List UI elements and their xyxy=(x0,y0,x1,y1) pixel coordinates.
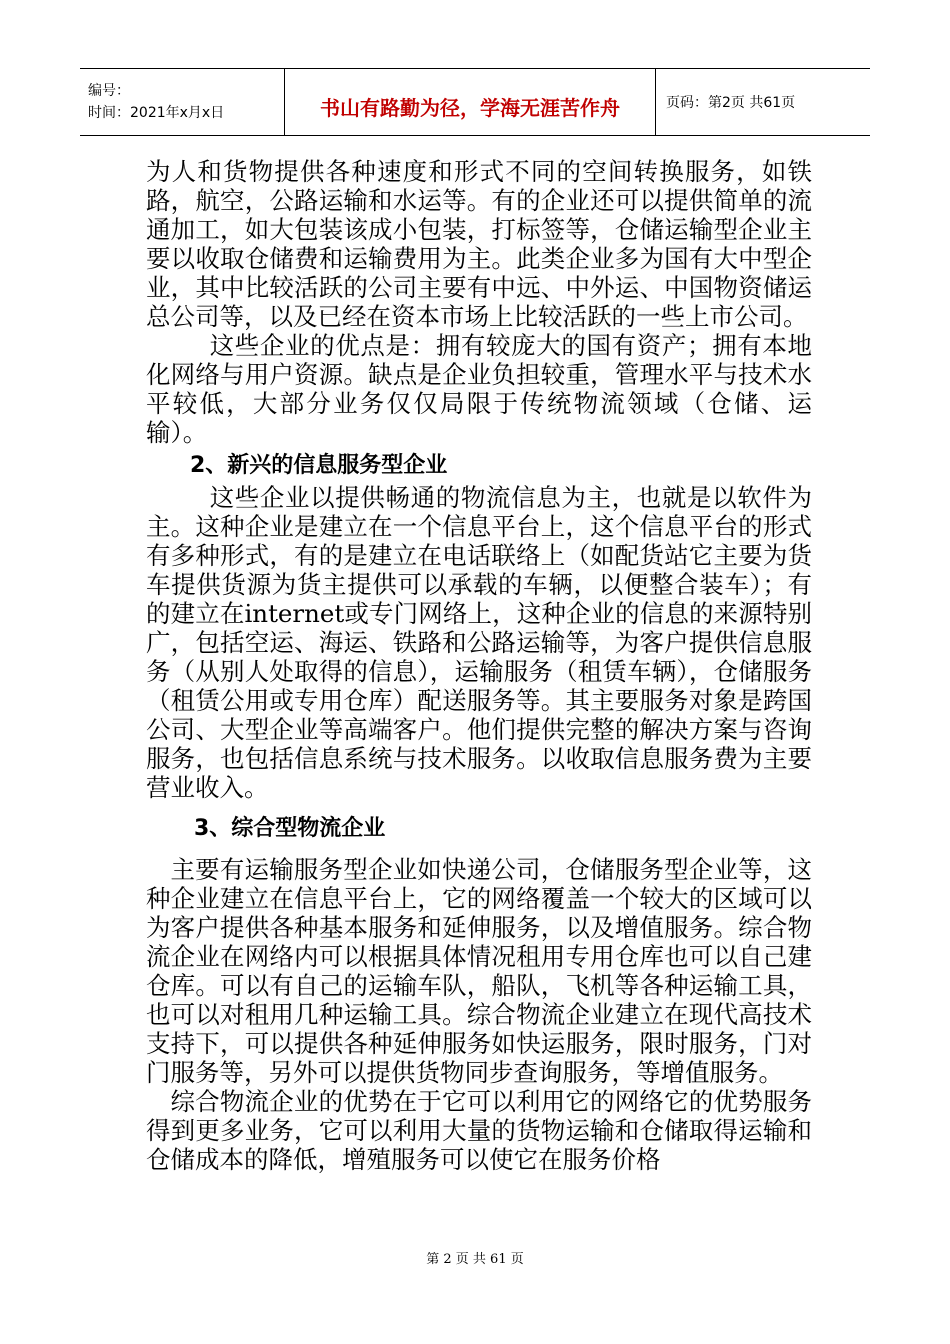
paragraph-4: 主要有运输服务型企业如快递公司，仓储服务型企业等，这种企业建立在信息平台上，它的网络覆盖一个较大的区域可以为客户提供各种基本服务和延伸服务，以及增值服务。综合物流企业在网络内可以根据具体情况租用专用仓库也可以自己建仓库。可以有自己的运输车队，船队，飞机等各种运输工具，也可以对租用几种运输工具。综合物流企业建立在现代高技术支持下，可以提供各种延伸服务如快运服务，限时服务，门对门服务等，另外可以提供货物同步查询服务，等增值服务。 xyxy=(146,855,812,1087)
paragraph-3: 这些企业以提供畅通的物流信息为主，也就是以软件为主。这种企业是建立在一个信息平台上，这个信息平台的形式有多种形式，有的是建立在电话联络上（如配货站它主要为货车提供货源为货主提供可以承载的车辆，以便整合装车）；有的建立在internet或专门网络上，这种企业的信息的来源特别广，包括空运、海运、铁路和公路运输等，为客户提供信息服务（从别人处取得的信息），运输服务（租赁车辆），仓储服务（租赁公用或专用仓库）配送服务等。其主要服务对象是跨国公司、大型企业等高端客户。他们提供完整的解决方案与咨询服务，也包括信息系统与技术服务。以收取信息服务费为主要营业收入。 xyxy=(146,483,812,802)
document-body xyxy=(146,157,812,1174)
paragraph-5: 综合物流企业的优势在于它可以利用它的网络它的优势服务得到更多业务，它可以利用大量的货物运输和仓储取得运输和仓储成本的降低，增殖服务可以使它在服务价格 xyxy=(146,1087,812,1174)
motto: 书山有路勤为径，学海无涯苦作舟 xyxy=(320,95,620,120)
section-heading-3: 3、综合型物流企业 xyxy=(194,816,386,841)
time-label: 时间：2021年x月x日 xyxy=(88,105,225,121)
section-heading-2: 2、新兴的信息服务型企业 xyxy=(190,453,448,478)
paragraph-1: 为人和货物提供各种速度和形式不同的空间转换服务，如铁路，航空，公路运输和水运等。有的企业还可以提供简单的流通加工，如大包装该成小包装，打标签等，仓储运输型企业主要以收取仓储费和运输费用为主。此类企业多为国有大中型企业，其中比较活跃的公司主要有中远、中外运、中国物资储运总公司等，以及已经在资本市场上比较活跃的一些上市公司。 xyxy=(146,157,812,331)
header-meta xyxy=(80,69,284,135)
header-page-cell xyxy=(656,69,870,135)
paragraph-2: 这些企业的优点是：拥有较庞大的国有资产；拥有本地化网络与用户资源。缺点是企业负担较重，管理水平与技术水平较低，大部分业务仅仅局限于传统物流领域（仓储、运输）。 xyxy=(146,331,812,447)
page-footer: 第 2 页 共 61 页 xyxy=(426,1252,524,1267)
number-label: 编号： xyxy=(88,83,130,99)
page-info: 页码：第2页 共61页 xyxy=(666,95,796,111)
header-motto-cell xyxy=(284,69,656,135)
page-header xyxy=(80,68,870,136)
